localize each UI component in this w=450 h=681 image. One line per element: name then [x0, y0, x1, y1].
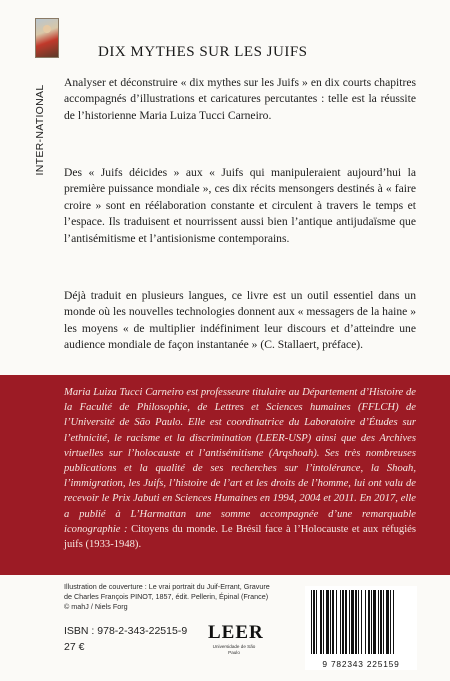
series-side-label	[34, 64, 46, 196]
author-bio	[64, 385, 416, 552]
blurb-paragraph-2: Des « Juifs déicides » aux « Juifs qui manipuleraient aujourd’hui la première puissance mondiale », ces dix récits mensongers destinés à « faire croire » sont en réélaboration constante et circulent à travers le temps et l’espace. Ils traduisent et nourrissent aussi bien l’antique antijudaïsme que l’antisémitisme et l’antisionisme contemporains.	[64, 166, 416, 245]
credit-line-3: © mahJ / Niels Forg	[64, 602, 128, 611]
barcode-bars-icon	[305, 586, 417, 658]
book-title: DIX MYTHES SUR LES JUIFS	[98, 44, 308, 60]
publisher-logo-subtitle: Universidade de São Paulo	[212, 644, 256, 655]
author-bio-book-titles: Citoyens du monde. Le Brésil face à l’Holocauste et aux réfugiés juifs (1933-1948).	[64, 523, 416, 551]
credit-line-1: Illustration de couverture : Le vrai portrait du Juif-Errant, Gravure	[64, 582, 270, 591]
price-text: 27 €	[64, 641, 85, 653]
isbn-text: ISBN : 978-2-343-22515-9	[64, 625, 188, 637]
credit-line-2: de Charles François PINOT, 1857, édit. Pellerin, Épinal (France)	[64, 592, 269, 601]
barcode-digits: 9 782343 225159	[322, 659, 400, 669]
cover-credits	[64, 582, 314, 612]
publisher-logo-mark: LEER	[208, 622, 264, 643]
blurb-paragraph-3: Déjà traduit en plusieurs langues, ce livre est un outil essentiel dans un monde où les nouvelles technologies donnent aux « messagers de la haine » les moyens « de multiplier indéfiniment leur discours et d’atteindre une audience mondiale de façon instantanée » (C. Stallaert, préface).	[64, 289, 416, 352]
series-label-text: INTER-NATIONAL	[34, 84, 46, 176]
author-bio-text: Maria Luiza Tucci Carneiro est professeure titulaire au Département d’Histoire de la Faculté de Philosophie, de Lettres et Sciences humaines (FFLCH) de l’Université de São Paulo. Elle est coordinatrice du Laboratoire d’Études sur l’ethnicité, le racisme et la discrimination (LEER-USP) ainsi que des Archives virtuelles sur l’holocauste et l’antisémitisme (Arqshoah). Ses très nombreuses publications et la qualité de ses recherches sur l’intolérance, la Shoah, l’immigration, les Juifs, l’histoire de l’art et les droits de l’homme, lui ont valu de recevoir le Prix Jabuti en Sciences Humaines en 1994, 2004 et 2011. En 2017, elle a publié à L’Harmattan une somme accompagnée d’une remarquable iconographie :	[64, 387, 416, 535]
blurb-paragraph-1: Analyser et déconstruire « dix mythes sur les Juifs » en dix courts chapitres accompagnés d’illustrations et caricatures percutantes : telle est la réussite de l’historienne Maria Luiza Tucci Carneiro.	[64, 76, 416, 122]
cover-painting-thumbnail-icon	[35, 18, 59, 58]
isbn-barcode	[305, 586, 417, 670]
publisher-logo	[208, 622, 264, 666]
